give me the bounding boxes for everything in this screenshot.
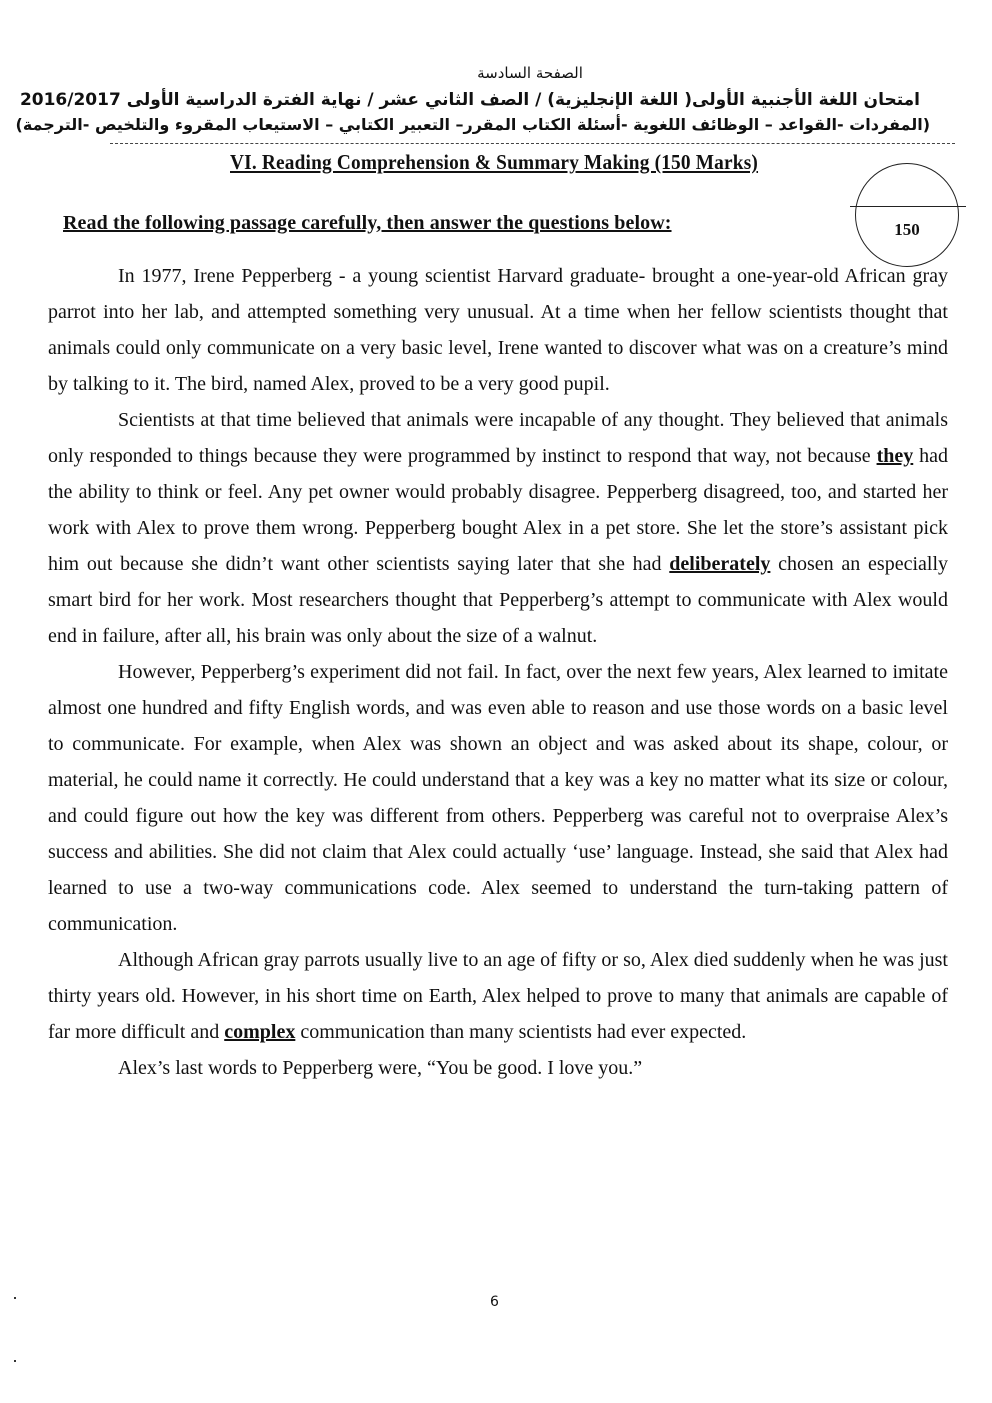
passage-paragraph-2 xyxy=(48,402,948,654)
keyword-deliberately: deliberately xyxy=(669,553,771,575)
reading-passage xyxy=(48,258,948,1086)
header-divider xyxy=(110,143,955,144)
scan-speck xyxy=(14,1360,16,1362)
passage-paragraph-3: However, Pepperberg’s experiment did not fail. In fact, over the next few years, Alex learned to imitate almost one hundred and fifty English words, and was even able to reason and use those words on a basic level to communicate. For example, when Alex was shown an object and was asked about its shape, colour, or material, he could name it correctly. He could understand that a key was a key no matter what its size or colour, and could figure out how the key was different from others. Pepperberg was careful not to overpraise Alex’s success and abilities. She did not claim that Alex could actually ‘use’ language. Instead, she said that Alex had learned to use a two-way communications code. Alex seemed to understand the turn-taking pattern of communication. xyxy=(48,661,948,935)
arabic-exam-title: امتحان اللغة الأجنبية الأولى( اللغة الإنجليزية) / الصف الثاني عشر / نهاية الفترة الدراسية الأولى 2016/2017 xyxy=(19,90,920,110)
arabic-page-label: الصفحة السادسة xyxy=(477,64,583,82)
marks-box-value: 150 xyxy=(894,220,920,239)
reading-instruction: Read the following passage carefully, then answer the questions below: xyxy=(63,212,672,234)
marks-box-divider xyxy=(850,206,966,207)
marks-box xyxy=(855,163,959,267)
page-number: 6 xyxy=(490,1294,499,1310)
scan-speck xyxy=(14,1297,16,1299)
paragraph-text: Scientists at that time believed that animals were incapable of any thought. They believed that animals only responded to things because they were programmed by instinct to respond that way, not because xyxy=(48,409,948,467)
passage-paragraph-1: In 1977, Irene Pepperberg - a young scientist Harvard graduate- brought a one-year-old African gray parrot into her lab, and attempted something very unusual. At a time when her fellow scientists thought that animals could only communicate on a very basic level, Irene wanted to discover what was on a creature’s mind by talking to it. The bird, named Alex, proved to be a very good pupil. xyxy=(48,265,948,395)
keyword-complex: complex xyxy=(224,1021,296,1043)
passage-paragraph-4 xyxy=(48,942,948,1050)
keyword-they: they xyxy=(876,445,914,467)
paragraph-text: communication than many scientists had ever expected. xyxy=(295,1021,747,1043)
paragraph-text: chosen an especially smart bird for her work. Most researchers thought that Pepperberg’s attempt to communicate with Alex would end in failure, after all, his brain was only about the size of a walnut. xyxy=(48,553,949,647)
passage-paragraph-5: Alex’s last words to Pepperberg were, “You be good. I love you.” xyxy=(118,1057,643,1079)
paragraph-text: had the ability to think or feel. Any pet owner would probably disagree. Pepperberg disagreed, too, and started her work with Alex to prove them wrong. Pepperberg bought Alex in a pet store. She let the store’s assistant pick him out because she didn’t want other scientists saying later that she had xyxy=(48,445,948,575)
section-title: VI. Reading Comprehension & Summary Making (150 Marks) xyxy=(230,150,759,174)
arabic-exam-topics: (المفردات -القواعد – الوظائف اللغوية -أسئلة الكتاب المقرر– التعبير الكتابي – الاستيعاب المقروء والتلخيص -الترجمة) xyxy=(15,115,930,134)
paragraph-text: Although African gray parrots usually live to an age of fifty or so, Alex died suddenly when he was just thirty years old. However, in his short time on Earth, Alex helped to prove to many that animals are capable of far more difficult and xyxy=(48,949,948,1043)
